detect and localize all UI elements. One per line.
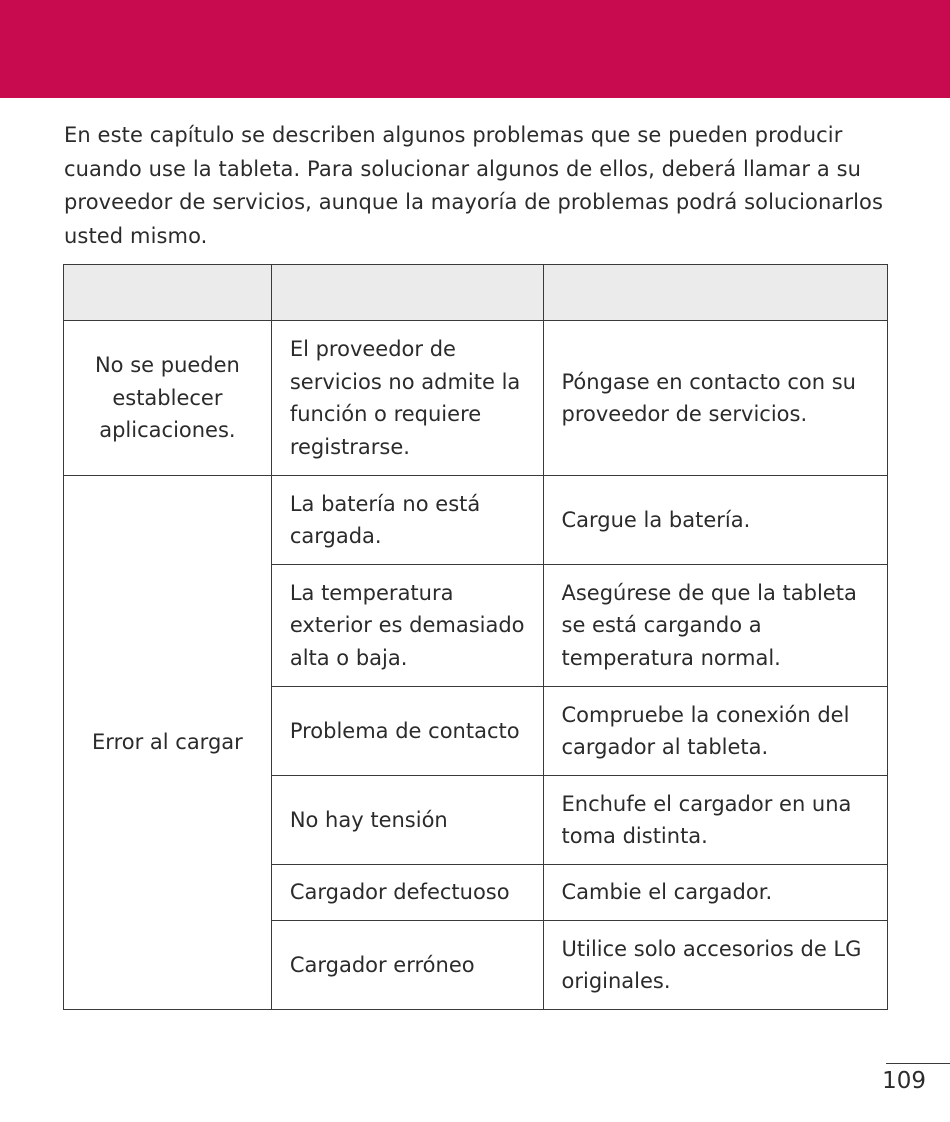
table-row — [64, 476, 888, 565]
solution-cell: Cargue la batería. — [543, 476, 888, 565]
message-cell: No se pueden establecer aplicaciones. — [64, 321, 272, 476]
cause-cell: El proveedor de servicios no admite la función o requiere registrarse. — [271, 321, 543, 476]
cause-cell: Cargador erróneo — [271, 921, 543, 1010]
page-number: 109 — [882, 1068, 926, 1094]
solution-cell: Cambie el cargador. — [543, 865, 888, 921]
cause-cell: No hay tensión — [271, 776, 543, 865]
cause-cell: La batería no está cargada. — [271, 476, 543, 565]
table-row — [64, 321, 888, 476]
header-cell-cause — [271, 265, 543, 321]
cause-cell: La temperatura exterior es demasiado alta o baja. — [271, 565, 543, 687]
header-band — [0, 0, 950, 98]
header-cell-message — [64, 265, 272, 321]
cause-cell: Cargador defectuoso — [271, 865, 543, 921]
solution-cell: Enchufe el cargador en una toma distinta. — [543, 776, 888, 865]
solution-cell: Asegúrese de que la tableta se está cargando a temperatura normal. — [543, 565, 888, 687]
cause-cell: Problema de contacto — [271, 687, 543, 776]
table-header-row — [64, 265, 888, 321]
solution-cell: Póngase en contacto con su proveedor de servicios. — [543, 321, 888, 476]
solution-cell: Utilice solo accesorios de LG originales. — [543, 921, 888, 1010]
solution-cell: Compruebe la conexión del cargador al tableta. — [543, 687, 888, 776]
page-number-rule — [886, 1063, 950, 1064]
header-cell-solution — [543, 265, 888, 321]
intro-paragraph: En este capítulo se describen algunos problemas que se pueden producir cuando use la tableta. Para solucionar algunos de ellos, deberá llamar a su proveedor de servicios, aunque la mayoría de problemas podrá solucionarlos usted mismo. — [64, 123, 884, 248]
message-cell: Error al cargar — [64, 476, 272, 1010]
troubleshooting-table — [63, 264, 888, 1010]
